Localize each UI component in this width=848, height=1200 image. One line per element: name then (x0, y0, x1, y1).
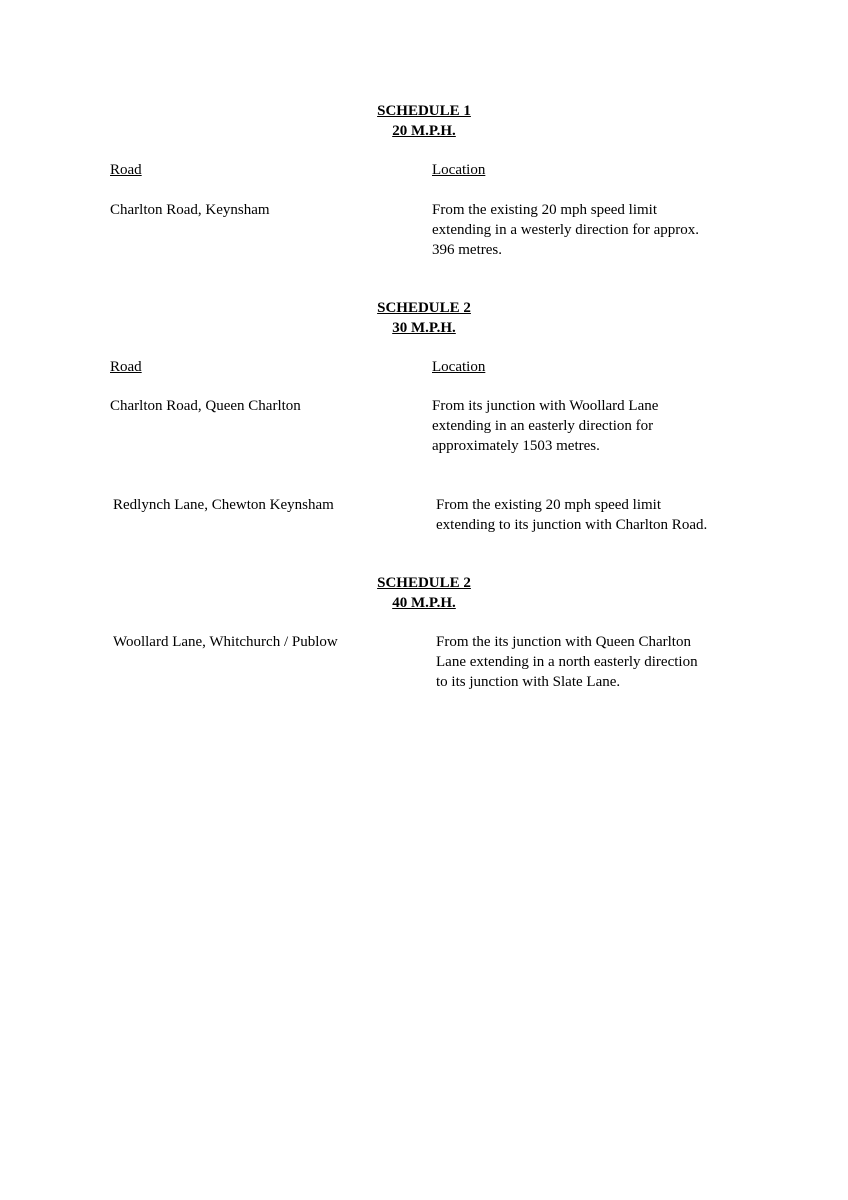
schedule-3-title: SCHEDULE 2 (377, 575, 471, 591)
schedule-3-entry-1-location-line-1: From the its junction with Queen Charlton (436, 634, 691, 650)
schedule-3-heading (0, 573, 848, 613)
schedule-3-entry-1-location-line-2: Lane extending in a north easterly direction (436, 654, 698, 670)
schedule-1-entry-1-road: Charlton Road, Keynsham (110, 202, 270, 218)
schedule-1-speed: 20 M.P.H. (392, 123, 456, 139)
schedule-2-entry-1-location-line-1: From its junction with Woollard Lane (432, 398, 659, 414)
schedule-2-entry-2-location-line-2: extending to its junction with Charlton Road. (436, 517, 708, 533)
schedule-2-entry-2-road: Redlynch Lane, Chewton Keynsham (113, 497, 334, 513)
schedule-2-road-header: Road (110, 359, 142, 375)
schedule-2-entry-1-location-line-3: approximately 1503 metres. (432, 438, 600, 454)
schedule-3-entry-1-location-line-3: to its junction with Slate Lane. (436, 674, 621, 690)
schedule-1-road-header: Road (110, 162, 142, 178)
schedule-1-entry-1-location-line-3: 396 metres. (432, 242, 502, 258)
schedule-2-location-header: Location (432, 359, 486, 375)
schedule-2-entry-2-location-line-1: From the existing 20 mph speed limit (436, 497, 661, 513)
schedule-1-location-header: Location (432, 162, 486, 178)
schedule-2-entry-1-road: Charlton Road, Queen Charlton (110, 398, 301, 414)
schedule-1-title: SCHEDULE 1 (377, 103, 471, 119)
schedule-2-heading (0, 298, 848, 338)
schedule-1-heading (0, 101, 848, 141)
schedule-1-entry-1-location-line-2: extending in a westerly direction for approx. (432, 222, 699, 238)
schedule-1-entry-1-location-line-1: From the existing 20 mph speed limit (432, 202, 657, 218)
schedule-3-speed: 40 M.P.H. (392, 595, 456, 611)
schedule-2-entry-1-location-line-2: extending in an easterly direction for (432, 418, 654, 434)
schedule-2-title: SCHEDULE 2 (377, 300, 471, 316)
schedule-2-speed: 30 M.P.H. (392, 320, 456, 336)
schedule-3-entry-1-road: Woollard Lane, Whitchurch / Publow (113, 634, 338, 650)
